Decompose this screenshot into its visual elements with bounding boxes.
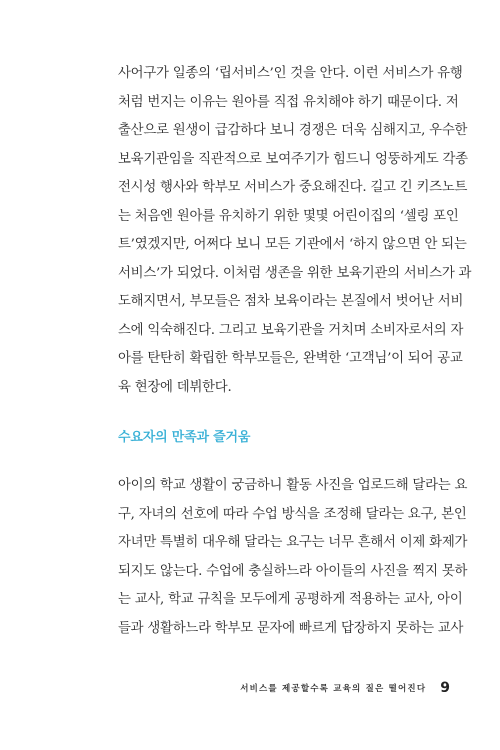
text-line: 아를 탄탄히 확립한 학부모들은, 완벽한 ‘고객님’이 되어 공교 xyxy=(118,351,463,366)
text-line: 보육기관임을 직관적으로 보여주기가 힘드니 엉뚱하게도 각종 xyxy=(118,151,468,167)
text-line: 사어구가 일종의 ‘립서비스’인 것을 안다. 이런 서비스가 유행 xyxy=(118,66,463,81)
text-line: 트’였겠지만, 어쩌다 보니 모든 기관에서 ‘하지 않으면 안 되는 xyxy=(118,237,467,252)
text-line: 육 현장에 데뷔한다. xyxy=(118,379,232,395)
text-line: 스에 익숙해진다. 그리고 보육기관을 거치며 소비자로서의 자 xyxy=(118,322,464,338)
text-line: 처럼 번지는 이유는 원아를 직접 유치해야 하기 때문이다. 저 xyxy=(118,94,459,110)
text-line: 되지도 않는다. 수업에 충실하느라 아이들의 사진을 찍지 못하 xyxy=(118,563,468,579)
text-line: 서비스’가 되었다. 이처럼 생존을 위한 보육기관의 서비스가 과 xyxy=(118,265,472,281)
text-line: 전시성 행사와 학부모 서비스가 중요해진다. 길고 긴 키즈노트 xyxy=(118,180,468,195)
paragraph-1 xyxy=(118,60,472,402)
text-line: 도해지면서, 부모들은 점차 보육이라는 본질에서 벗어난 서비 xyxy=(118,294,464,309)
text-line: 자녀만 특별히 대우해 달라는 요구는 너무 흔해서 이제 화제가 xyxy=(118,535,468,550)
text-line: 들과 생활하느라 학부모 문자에 빠르게 답장하지 못하는 교사 xyxy=(118,620,464,636)
page-number: 9 xyxy=(440,680,450,696)
text-line: 구, 자녀의 선호에 따라 수업 방식을 조정해 달라는 요구, 본인 xyxy=(118,506,467,522)
section-heading: 수요자의 만족과 즐거움 xyxy=(118,430,251,445)
running-title: 서비스를 제공할수록 교육의 질은 떨어진다 xyxy=(240,684,427,694)
page-footer xyxy=(210,678,450,698)
paragraph-2 xyxy=(118,472,468,643)
text-line: 아이의 학교 생활이 궁금하니 활동 사진을 업로드해 달라는 요 xyxy=(118,478,468,493)
text-line: 는 교사, 학교 규칙을 모두에게 공평하게 적용하는 교사, 아이 xyxy=(118,592,463,607)
text-line: 는 처음엔 원아를 유치하기 위한 몇몇 어린이집의 ‘셀링 포인 xyxy=(118,208,459,224)
text-line: 출산으로 원생이 급감하다 보니 경쟁은 더욱 심해지고, 우수한 xyxy=(118,123,468,138)
